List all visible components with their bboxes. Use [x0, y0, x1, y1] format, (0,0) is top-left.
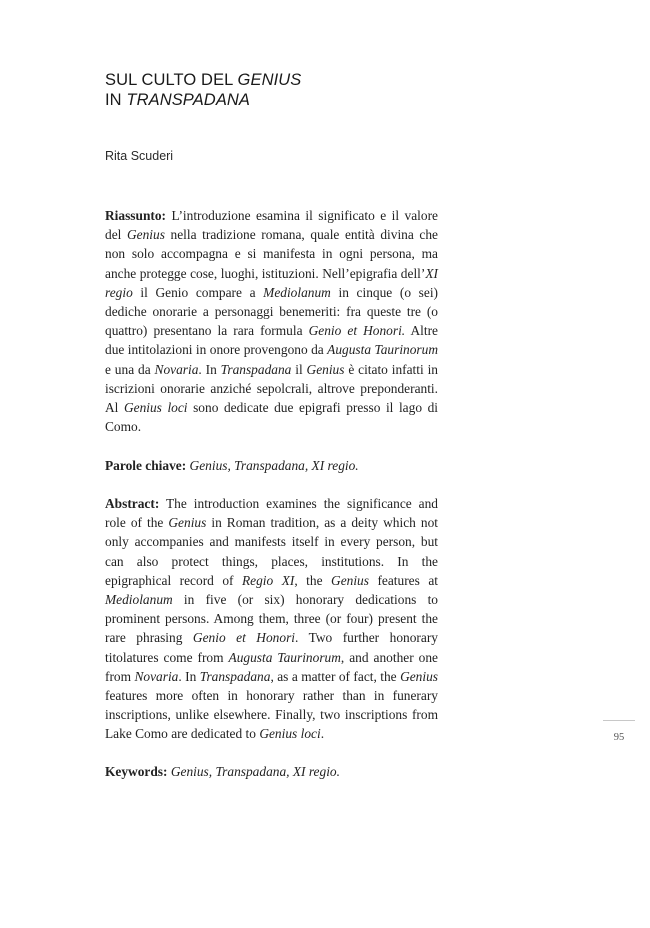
text-run: sono dedicate due epigrafi presso il lago di Como. [105, 400, 438, 435]
parole-chiave-paragraph [105, 456, 438, 475]
text-run: . In [198, 361, 221, 377]
page-number-rule [603, 720, 635, 721]
text-run: , and another one from [105, 649, 439, 684]
keywords-paragraph [105, 762, 438, 781]
article-title [105, 70, 301, 110]
title-line-2: IN TRANSPADANA [105, 91, 251, 109]
italic-term: Genius [126, 227, 165, 243]
text-run: nella tradizione romana, quale entità divina che non solo accompagna e si manifesta in ogni persona, ma anche protegge cose, luoghi, istituzioni. Nell’epigrafia dell’ [105, 227, 438, 281]
abstract-label: Abstract: [105, 496, 160, 511]
italic-term: Transpadana [220, 361, 292, 377]
text-run: features at [368, 572, 438, 588]
text-run: e una da [105, 361, 155, 377]
text-run: features more often in honorary rather than in funerary inscriptions, unlike elsewhere. Finally, two inscriptions from Lake Como are dedicated to [105, 688, 438, 742]
text-run: il [291, 361, 307, 377]
parole-chiave-label: Parole chiave: [105, 458, 187, 473]
keywords-label: Keywords: [105, 764, 168, 779]
text-run: . In [178, 668, 200, 684]
abstract-text [105, 496, 438, 741]
italic-term: Novaria [134, 668, 179, 684]
italic-term: Mediolanum [105, 592, 173, 608]
text-run: il Genio compare a [132, 284, 264, 300]
riassunto-text [105, 208, 438, 434]
italic-term: Genio et Honori. [308, 323, 406, 339]
text-run: , the [294, 572, 332, 588]
text-run: è citato infatti in iscrizioni onorarie anziché sepolcrali, altrove preponderanti. Al [105, 361, 438, 416]
italic-term: Genio et Honori [192, 630, 295, 646]
italic-term: Regio XI [241, 572, 295, 588]
italic-term: Transpadana [199, 668, 271, 684]
italic-term: Genius loci [259, 726, 321, 742]
italic-term: Augusta Taurinorum [228, 649, 341, 665]
italic-term: Genius [306, 361, 345, 377]
text-run: L’introduzione esamina il significato e il valore del [105, 208, 438, 243]
abstract-paragraph [105, 494, 438, 744]
text-run: in cinque (o sei) dediche onorarie a personaggi benemeriti: fra queste tre (o quattro) presentano la rara formula [105, 284, 438, 339]
text-run: Altre due intitolazioni in onore provengono da [105, 323, 438, 358]
italic-term: Genius loci [123, 400, 188, 416]
italic-term: XI regio [105, 265, 438, 300]
italic-term: Genius [331, 572, 369, 588]
page-number: 95 [613, 732, 625, 743]
italic-term: Genius [168, 515, 207, 531]
keywords-value: Genius, Transpadana, XI regio. [167, 764, 340, 779]
italic-term: Genius [400, 668, 438, 684]
riassunto-paragraph [105, 206, 438, 436]
author-name: Rita Scuderi [105, 149, 174, 163]
italic-term: Novaria [154, 361, 199, 377]
parole-chiave-value: Genius, Transpadana, XI regio. [186, 458, 359, 473]
text-run: in Roman tradition, as a deity which not only accompanies and manifests itself in every person, but can also protect things, places, institutions. In the epigraphical record of [105, 515, 438, 588]
text-run: The introduction examines the significance and role of the [105, 496, 438, 531]
text-run: . Two further honorary titolatures come from [105, 630, 438, 665]
italic-term: Mediolanum [263, 284, 331, 300]
title-line-1: SUL CULTO DEL GENIUS [105, 71, 302, 89]
text-run: . [320, 726, 325, 742]
text-run: in five (or six) honorary dedications to prominent persons. Among them, three (or four) present the rare phrasing [105, 592, 438, 646]
riassunto-label: Riassunto: [105, 208, 167, 223]
italic-term: Augusta Taurinorum [327, 342, 439, 358]
text-run: , as a matter of fact, the [270, 668, 401, 684]
